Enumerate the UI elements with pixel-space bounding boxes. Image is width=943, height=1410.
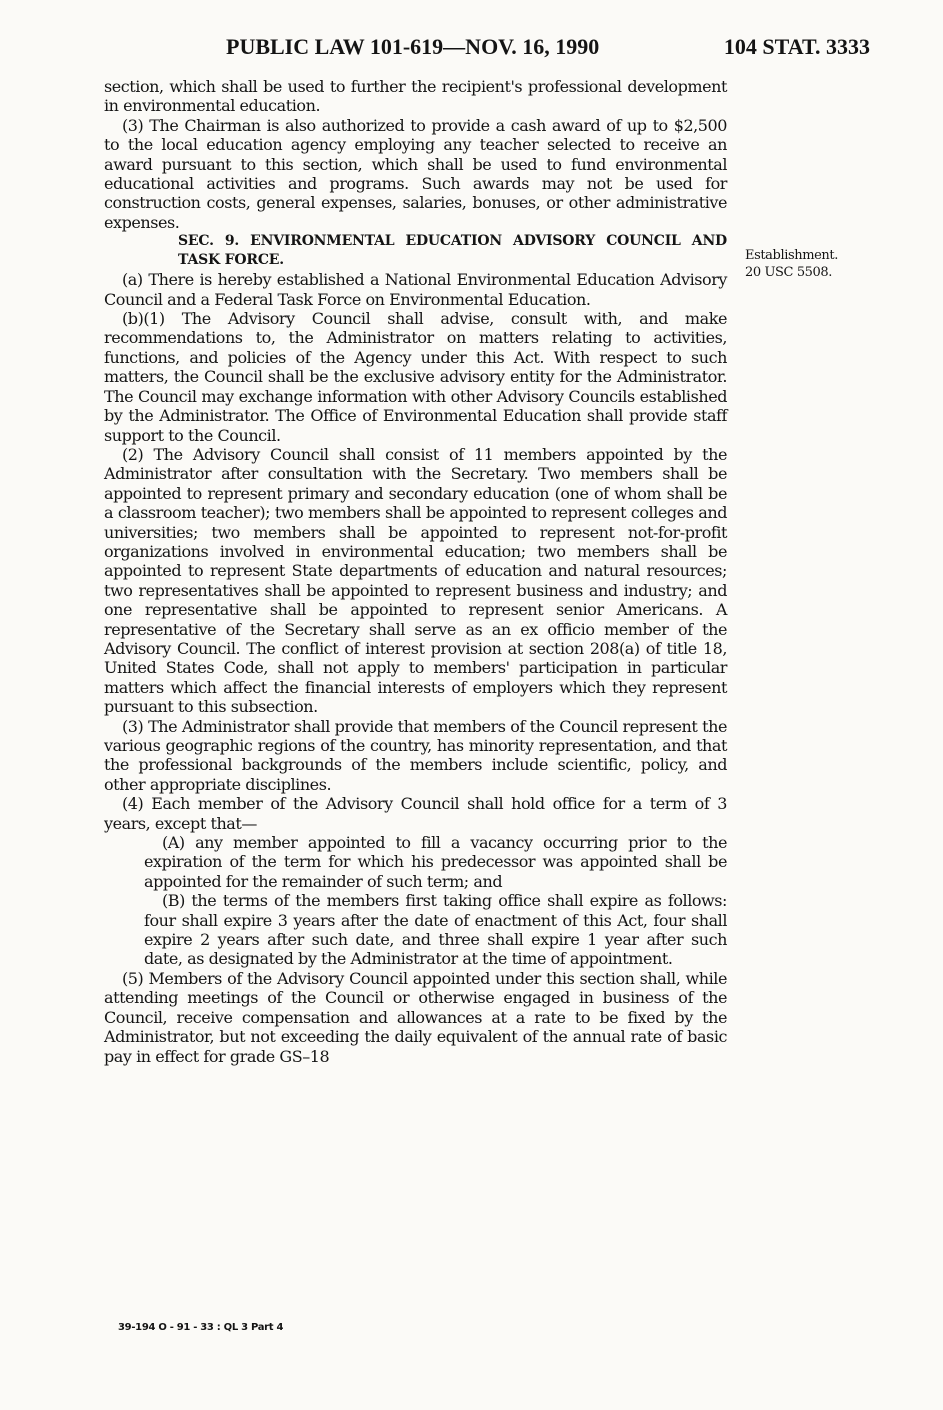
public-law-citation: PUBLIC LAW 101-619—NOV. 16, 1990: [226, 34, 600, 59]
margin-note: [745, 247, 895, 281]
margin-note-usc-citation: 20 USC 5508.: [745, 265, 833, 280]
paragraph: (3) The Chairman is also authorized to provide a cash award of up to $2,500 to the local education agency employing any teacher selected to receive an award pursuant to this section, which shall be used to fund environmental educational activities and programs. Such awards may not be used for construction costs, general expenses, salaries, bonuses, or other administrative expenses.: [104, 115, 727, 232]
paragraph: (a) There is hereby established a National Environmental Education Advisory Council and a Federal Task Force on Environmental Education.: [104, 270, 727, 309]
paragraph: (3) The Administrator shall provide that members of the Council represent the various geographic regions of the country, has minority representation, and that the professional backgrounds of the members include scientific, policy, and other appropriate disciplines.: [104, 716, 727, 794]
paragraph: section, which shall be used to further the recipient's professional development in environmental education.: [104, 77, 727, 116]
paragraph: (5) Members of the Advisory Council appointed under this section shall, while attending meetings of the Council or otherwise engaged in business of the Council, receive compensation and allowances at a rate to be fixed by the Administrator, but not exceeding the daily equivalent of the annual rate of basic pay in effect for grade GS–18: [104, 968, 727, 1066]
paragraph: (2) The Advisory Council shall consist of 11 members appointed by the Administrator after consultation with the Secretary. Two members shall be appointed to represent primary and secondary education (one of whom shall be a classroom teacher); two members shall be appointed to represent colleges and universities; two members shall be appointed to represent not-for-profit organizations involved in environmental education; two members shall be appointed to represent State departments of education and natural resources; two representatives shall be appointed to represent business and industry; and one representative shall be appointed to represent senior Americans. A representative of the Secretary shall serve as an ex officio member of the Advisory Council. The conflict of interest provision at section 208(a) of title 18, United States Code, shall not apply to members' participation in particular matters which affect the financial interests of employers which they represent pursuant to this subsection.: [104, 444, 727, 717]
margin-note-establishment: Establishment.: [745, 248, 838, 263]
paragraph: (b)(1) The Advisory Council shall advise, consult with, and make recommendations to, the Administrator on matters relating to activities, functions, and policies of the Agency under this Act. With respect to such matters, the Council shall be the exclusive advisory entity for the Administrator. The Council may exchange information with other Advisory Councils established by the Administrator. The Office of Environmental Education shall provide staff support to the Council.: [104, 309, 727, 445]
statute-page-number: 104 STAT. 3333: [723, 34, 870, 59]
print-job-footer: 39-194 O - 91 - 33 : QL 3 Part 4: [118, 1322, 284, 1333]
section-heading: SEC. 9. ENVIRONMENTAL EDUCATION ADVISORY COUNCIL AND TASK FORCE.: [178, 233, 727, 269]
body-text: [104, 77, 727, 1066]
paragraph: (4) Each member of the Advisory Council shall hold office for a term of 3 years, except that—: [104, 794, 727, 833]
subparagraph: (B) the terms of the members first taking office shall expire as follows: four shall expire 3 years after the date of enactment of this Act, four shall expire 2 years after such date, and three shall expire 1 year after such date, as designated by the Administrator at the time of appointment.: [144, 891, 727, 969]
subparagraph: (A) any member appointed to fill a vacancy occurring prior to the expiration of the term for which his predecessor was appointed shall be appointed for the remainder of such term; and: [144, 833, 727, 891]
